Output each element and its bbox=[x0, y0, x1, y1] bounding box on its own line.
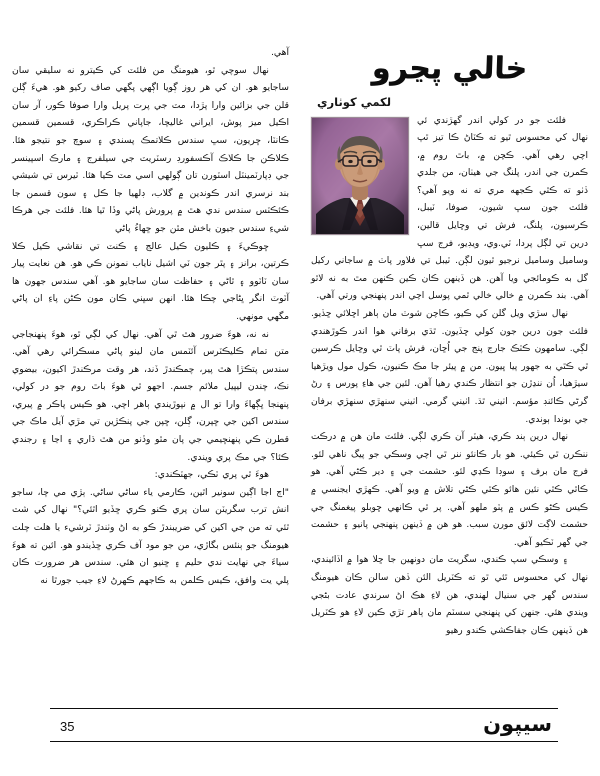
article-byline: لکمي کوٺاري bbox=[317, 94, 392, 109]
magazine-name: سيپون bbox=[483, 711, 552, 736]
article-title: خالي پڃرو bbox=[371, 51, 528, 86]
column-right bbox=[307, 44, 588, 704]
title-block bbox=[311, 44, 588, 109]
paragraph: هوءَ ٿي پري ٽڪي، جهٽڪندي: bbox=[154, 469, 269, 481]
left-column-body bbox=[12, 44, 289, 589]
paragraph: نهال سوچي ٿو، هيومنگ من فلئٽ کي ڪيترو نه سليقي سان ساجايو هو. ان کي هر روز ڳويا اڳهي پگهي صاف رکيو هو. هيءَ ڳلن قلن جي بزائين وارا پڙدا، مٽ جي پرت پريل وارا صوفا ڪور، آر سان اڪيل ميز پوش، ايراني غاليچا، جاپاني ڪراڪري، قسمين قسمين ڪانٽا، ڇريون، سڀ سندس ڪلاتمڪ پسندي ۽ سوچ جو نتيجو هئا. ڪلاڪن جا ڪلاڪ آڪسفورڊ رسٽريٽ جي سيلفرج ۽ مارڪ اسپينسر جي ڊپارٽمينٽل اسٽورن تان ڳولهي اسي مٽ ڪيا هئا. ٽيرس تي شيشي بند نرسري اندر ڪوندين ۾ گلاب، ڊلهيا جا ڪل ۽ سون قسمن جا ڪئڪٽس سندس ندي هٿ ۾ پرورش پاڻي وڏا ٿيا هئا. فلئٽ جي هرڪا شيءِ سندس جيون باخش مٿن جو ڇهاءُ پاڻي bbox=[12, 64, 289, 234]
page-footer bbox=[50, 708, 558, 742]
column-left bbox=[12, 44, 293, 704]
paragraph-dialogue: "اڄ اجا اڳين سونير اٿين، ڪارمي ياء ساڻي ساڻي. ٻڙي مي چا، ساجو انش ترب سگريٽن سان پري ڪنو ڪري ڇڏيو اٿئي؟" نهال کي شٽ ٿئي ته من جي اکين کي ضريبندڙ ڪو به اڻ وٺندڙ ٽرشيء يا هلت چلت هيومنگ جو ٻنئس بگاڙي، من جو مود آف ڪري ڇڏيندو هو. ائين ته هوءَ سياءَ جي نهايت ندي حليم ۽ ڇنيو ان هئي. سندس هر ضرورت ڪان پلي يت وافق، ڪيس ڪلمن به ڪاجهم ڪهرڻ لاءِ جيب جورٿا نه bbox=[12, 486, 289, 586]
right-column-body bbox=[311, 113, 588, 641]
paragraph: فلئٽ جو در کولي اندر گهڙندي ئي نهال کي محسوس ٿيو ته ڪٽاڻ ڪا تيز ٿپ اچي رهي آهي. ڪچن ۾، باٿ روم ۾، ڪمرن جي اندر، پلنگ جي هيٺان، من جلدي ڏٺو ته ڪٿي ڪجهه مري ته نه ويو آهي؟ فلئٽ جون سڀ شيون، صوفا، ٽيبل، ڪرسيون، پلنگ، فرش تي وڇايل قالين، درين تي لڳل پردا، ٽي.وي، ويڊيو، فرج سڀ وساميل وساميل نرجيو ٿيون لڳن. ٽيبل تي فلاور پاٽ ۾ ساجاني رکيل گل به ڪومائجي ويا آهن. هن ڏينهن ڪان ڪين ڪنهن مٿ به نه لاٿو آهي. بند ڪمرن ۾ خالي خالي ٿمي پوسل اچي اندر پنهنجي ورتي آهي. bbox=[311, 115, 588, 302]
paragraph: ۽ وسڪي سپ ڪندي، سگريٽ مان دونهين جا ڇلا هوا ۾ اڏائيندي، نهال کي محسوس ٿئي ٿو ته ڪٽريل الئن ڏهن سالن ڪان هيومنگ سندس گهر جي سنيال لهندي، هن لاءِ هڪ اڻ سرندي عادت بڻجي ويندي هئي. جنهن کي پنهنجي سسٽم مان ٻاهر تڙي ڪين لاءِ هو ڪٽريل هن ڏينهن ڪان جفاڪشي ڪندو رهيو bbox=[311, 555, 588, 636]
portrait-illustration bbox=[312, 118, 408, 234]
two-column-layout bbox=[12, 44, 588, 704]
author-portrait-photo bbox=[311, 117, 409, 235]
paragraph: آهي. bbox=[271, 47, 289, 58]
paragraph: نهال سڙي ويل گلن کي ڪيو، ڪاچن شوٽ مان ٻاهر اڇلائي ڇڏيو. فلئٽ جون درين جون کولي ڇڏيون. ٿڌي برفاني هوا اندر ڪوڙهندي لڳي. سامهون ڪٽڪ جارج پنج جي اُڇان، فرش پاٽ ٿي وڇايل ڪرسين ٿي ڪٿي به جهور پيا ڀيون. من ۾ پيئر جا مڪ ڪنيون، ڪول مول ويڙهيا سيڙهيا، اُن ننڍڙن جو انتظار ڪندي رهيا آهن. لئين جي هاءِ پورس ۽ رڻ گرڻي ڪائنڊ مؤسم. اٺيني ٿڌ. اٺيني گرمي. اٺيني سنهڙي سنهڙي برفان جي بوندا ٻوندي. bbox=[311, 309, 588, 425]
paragraph: نهال درين ٻند ڪري، هيٽر آن ڪري لڳي. فلئٽ مان هن ۾ درڪت ننڪرن ٿي ڪيئي. هو بار ڪانئو ننر ٿي اچي وسڪي جو پيگ ناهي لئو. فرج مان برف ۽ سوڊا ڪڍي لئو. حشمت جي ۽ دير ڪڻي آهي. هو ڪاٿي ڪٿي نئين هائو ڪٿي ڪڻي تلاش ۾ ويو آهي. ڪهڙي ايجنسي ۾ ڪيس ڪڻو ڪس ۾ پٽو ملهو آهي. پر ٿي ڪانهي ڇوبلو پيغمنگ جي حشمت لاڳت لائق مورن سبب. هو هن ۾ ڏينهن پنهنجي پانيو ۽ حشمت جي گهر ٽڪيو آهي. bbox=[311, 432, 588, 548]
paragraph: ڇوڪيءَ ۽ ڪليون ڪيل عالج ۽ ڪنٽ تي نقاشي ڪيل ڪلا ڪرتين، برانز ۽ پٿر جون ٽي اشيل ناياب نمونن ڪي هو. هن نعايت پيار سان ٽاٽوو ۽ ٿاڻي ۽ حفاظت سان ساجايو هو. آهي سندس جهون ها آٽوٽ انگر ڀڻاجي چڪا هئا. انهن سڀني ڪان مون ڪڻن پاءِ ان پاڻي مگهي مونهي. bbox=[12, 240, 289, 322]
page-number: 35 bbox=[60, 718, 75, 734]
paragraph: نه نه، هوءَ ضرور هٿ ٿي آهي. نهال کي لڳي ٿو، هوءَ پنهنجاجي متن تمام ڪليڪٽرس آئٽمس مان لينو پاڻي مسڪرائي رهي آهي. سندس پتڪڙا هٿ پير، چمڪندڙ ڏند، هر وقت مرڪندڙ اکيون، بيضوي نڪ، چندن ليپيل ملائم جسم. اجهو ٿي هوءَ باٿ روم جو در کولي، پنهنجا ڀڳهاءَ وارا تو ال ۾ نپوڙيندي ٻاهر اچي. هو ڪيس پاڪر ۾ پيري، سندس اکين جي ڇپرن، ڳلن، ڇپن جي پنڪڙين تي مڙي آيل ماڪ جي قطرن ڪي پنهنڇيمي جي پان مٿو وڏنو من هٿ ڌاري ۽ اڃا ۽ رجندي ڪئا؟ جي مڪ پري ويندي. bbox=[12, 328, 289, 463]
footer-rule-bottom bbox=[50, 741, 558, 742]
